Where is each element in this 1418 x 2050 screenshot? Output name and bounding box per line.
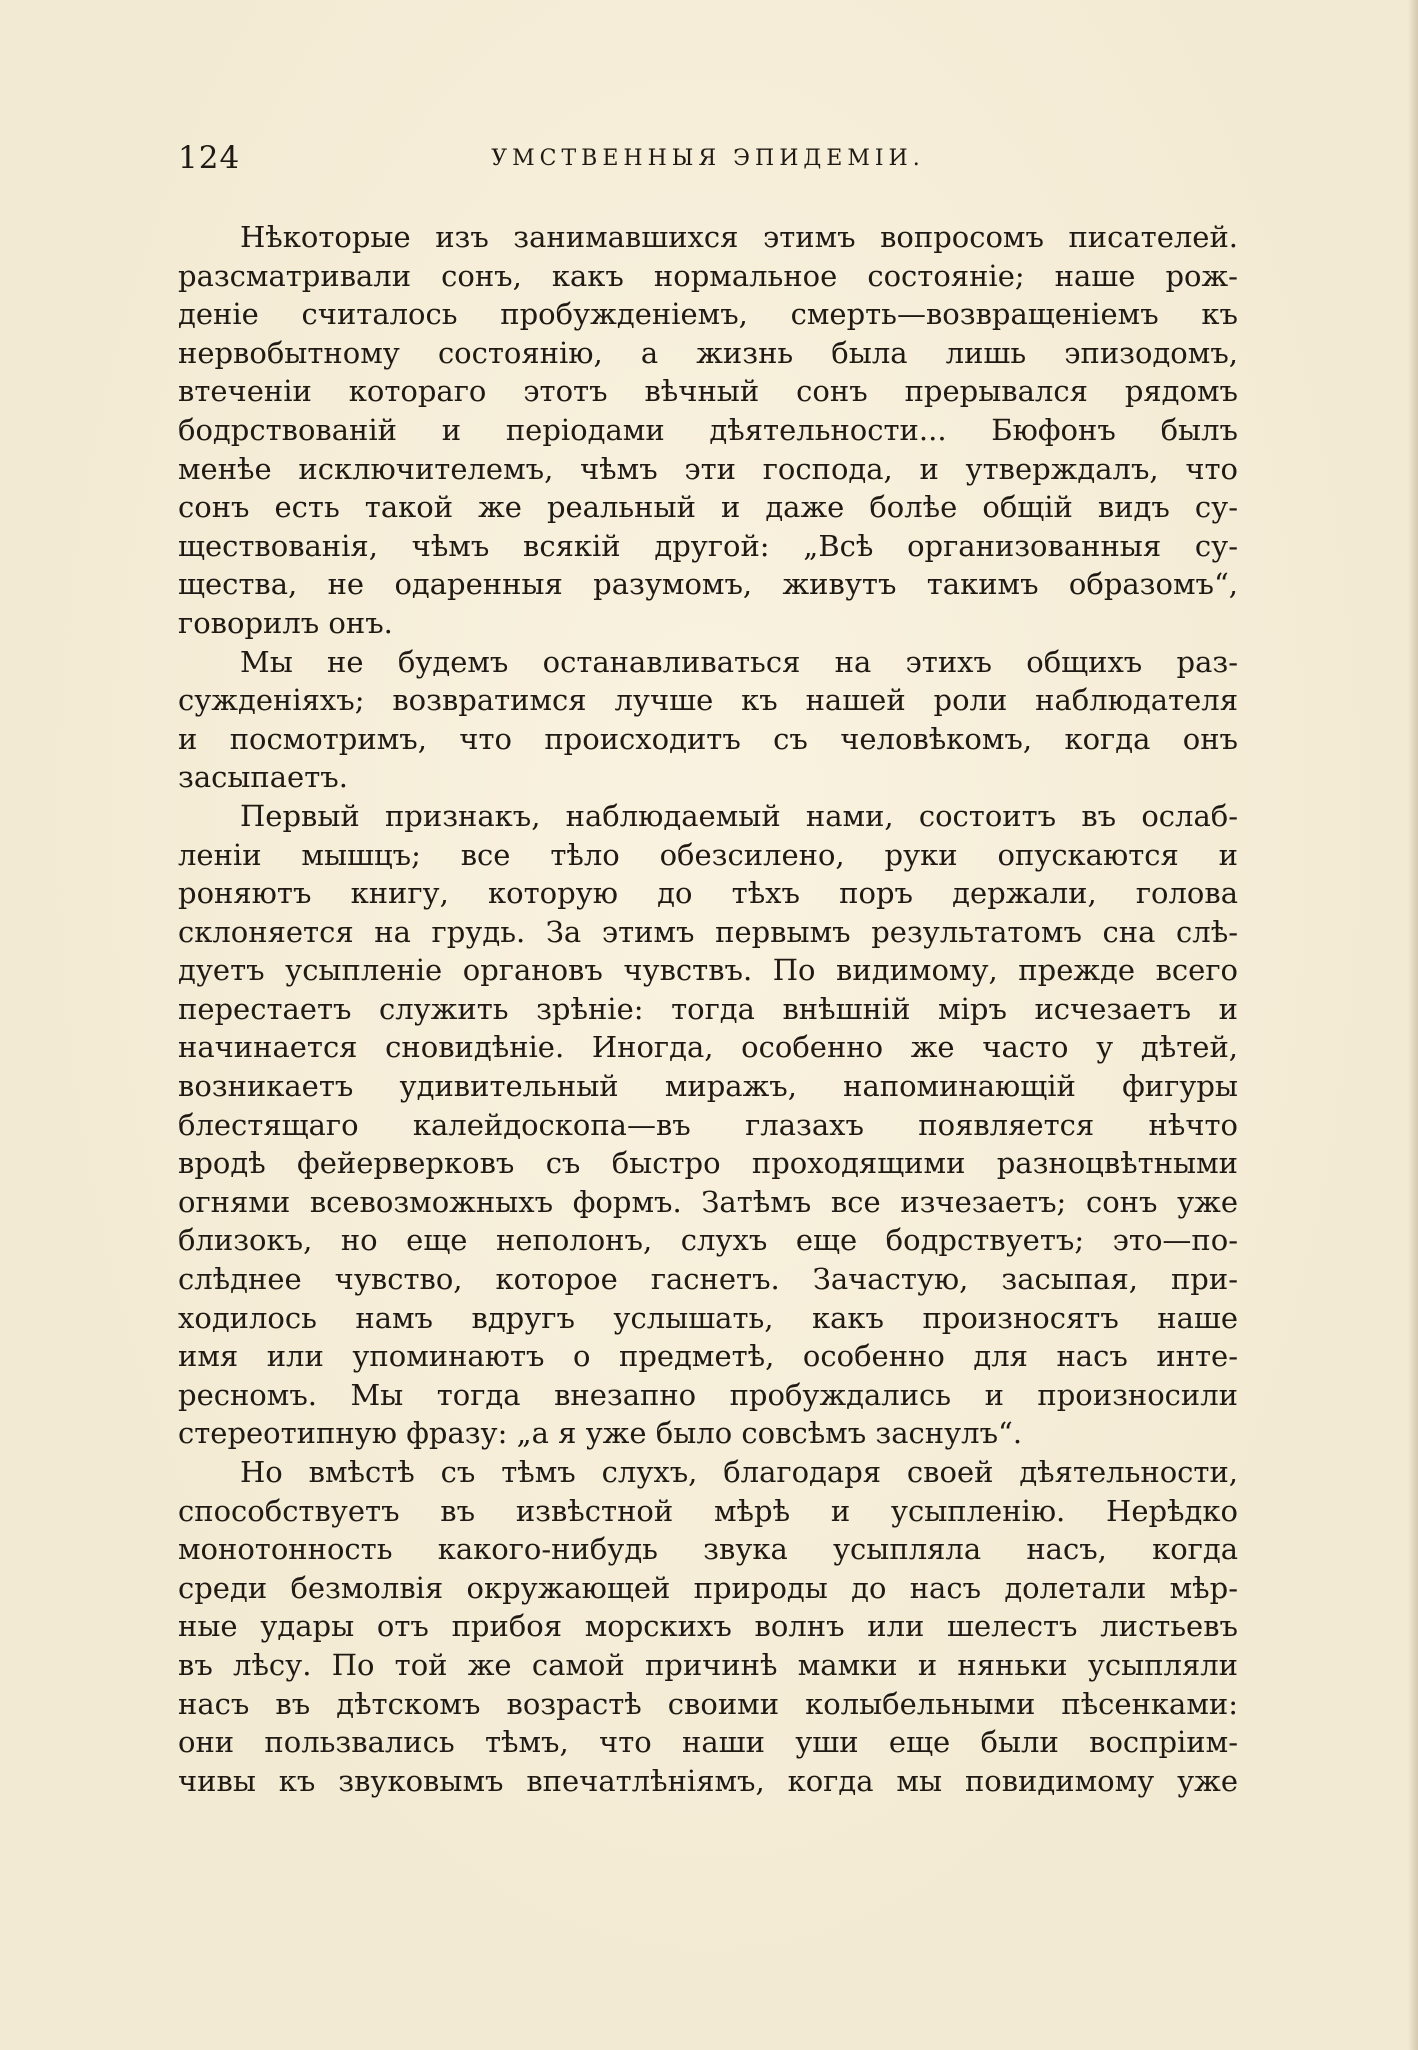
text-line: щества, не одаренныя разумомъ, живутъ такимъ образомъ“, <box>178 567 1238 602</box>
text-line: Первый признакъ, наблюдаемый нами, состоитъ въ ослаб- <box>240 798 1238 833</box>
text-line: они пользвались тѣмъ, что наши уши еще были воспріим- <box>178 1725 1238 1760</box>
text-line: Мы не будемъ останавливаться на этихъ общихъ раз- <box>240 644 1238 679</box>
text-line: среди безмолвія окружающей природы до насъ долетали мѣр- <box>178 1570 1238 1605</box>
page-edge-shadow <box>1408 0 1418 2050</box>
text-line: разсматривали сонъ, какъ нормальное состояніе; наше рож- <box>178 258 1238 293</box>
text-line: стереотипную фразу: „а я уже было совсѣмъ заснулъ“. <box>178 1416 1023 1451</box>
text-line: втеченіи котораго этотъ вѣчный сонъ прерывался рядомъ <box>178 374 1238 409</box>
text-line: вродѣ фейерверковъ съ быстро проходящими разноцвѣтными <box>178 1146 1238 1181</box>
text-line: начинается сновидѣніе. Иногда, особенно же часто у дѣтей, <box>178 1030 1238 1065</box>
text-line: перестаетъ служить зрѣніе: тогда внѣшній міръ исчезаетъ и <box>178 991 1238 1026</box>
text-line: блестящаго калейдоскопа—въ глазахъ появляется нѣчто <box>178 1107 1238 1142</box>
text-line: слѣднее чувство, которое гаснетъ. Зачастую, засыпая, при- <box>178 1262 1238 1297</box>
text-line: чивы къ звуковымъ впечатлѣніямъ, когда мы повидимому уже <box>178 1763 1238 1798</box>
body-text <box>178 218 1238 1800</box>
text-line: имя или упоминаютъ о предметѣ, особенно для насъ инте- <box>178 1339 1238 1374</box>
text-line: леніи мышцъ; все тѣло обезсилено, руки опускаются и <box>178 837 1238 872</box>
text-line: огнями всевозможныхъ формъ. Затѣмъ все изчезаетъ; сонъ уже <box>178 1184 1238 1219</box>
text-line: склоняется на грудь. За этимъ первымъ результатомъ сна слѣ- <box>178 914 1238 949</box>
text-line: роняютъ книгу, которую до тѣхъ поръ держали, голова <box>178 876 1238 911</box>
text-line: сонъ есть такой же реальный и даже болѣе общій видъ су- <box>178 490 1238 525</box>
text-line: Нѣкоторые изъ занимавшихся этимъ вопросомъ писателей. <box>240 220 1238 254</box>
text-line: способствуетъ въ извѣстной мѣрѣ и усыпленію. Нерѣдко <box>178 1493 1238 1528</box>
text-line: монотонность какого-нибудь звука усыпляла насъ, когда <box>178 1532 1238 1567</box>
running-title: УМСТВЕННЫЯ ЭПИДЕМІИ. <box>491 146 925 171</box>
text-line: нервобытному состоянію, а жизнь была лишь эпизодомъ, <box>178 335 1238 370</box>
text-line: ресномъ. Мы тогда внезапно пробуждались и произносили <box>178 1377 1238 1412</box>
text-line: въ лѣсу. По той же самой причинѣ мамки и няньки усыпляли <box>178 1647 1238 1682</box>
text-line: сужденіяхъ; возвратимся лучше къ нашей роли наблюдателя <box>178 683 1238 718</box>
text-line: ные удары отъ прибоя морскихъ волнъ или шелестъ листьевъ <box>178 1609 1238 1644</box>
text-line: ходилось намъ вдругъ услышать, какъ произносятъ наше <box>178 1300 1238 1335</box>
text-line: деніе считалось пробужденіемъ, смерть—возвращеніемъ къ <box>178 297 1238 332</box>
text-line: насъ въ дѣтскомъ возрастѣ своими колыбельными пѣсенками: <box>178 1686 1238 1721</box>
text-line: ществованія, чѣмъ всякій другой: „Всѣ организованныя су- <box>178 528 1238 563</box>
text-line: дуетъ усыпленіе органовъ чувствъ. По видимому, прежде всего <box>178 953 1238 988</box>
text-line: бодрствованій и періодами дѣятельности... Бюфонъ былъ <box>178 412 1238 447</box>
page-number: 124 <box>178 140 241 176</box>
text-line: Но вмѣстѣ съ тѣмъ слухъ, благодаря своей дѣятельности, <box>240 1455 1238 1489</box>
text-line: возникаетъ удивительный миражъ, напоминающій фигуры <box>178 1069 1238 1104</box>
text-line: близокъ, но еще неполонъ, слухъ еще бодрствуетъ; это—по- <box>178 1223 1238 1258</box>
text-line: менѣе исключителемъ, чѣмъ эти господа, и утверждалъ, что <box>178 451 1238 486</box>
text-line: и посмотримъ, что происходитъ съ человѣкомъ, когда онъ <box>178 721 1238 756</box>
text-line: засыпаетъ. <box>178 760 348 795</box>
text-line: говорилъ онъ. <box>178 605 393 640</box>
page-header <box>178 140 1238 184</box>
